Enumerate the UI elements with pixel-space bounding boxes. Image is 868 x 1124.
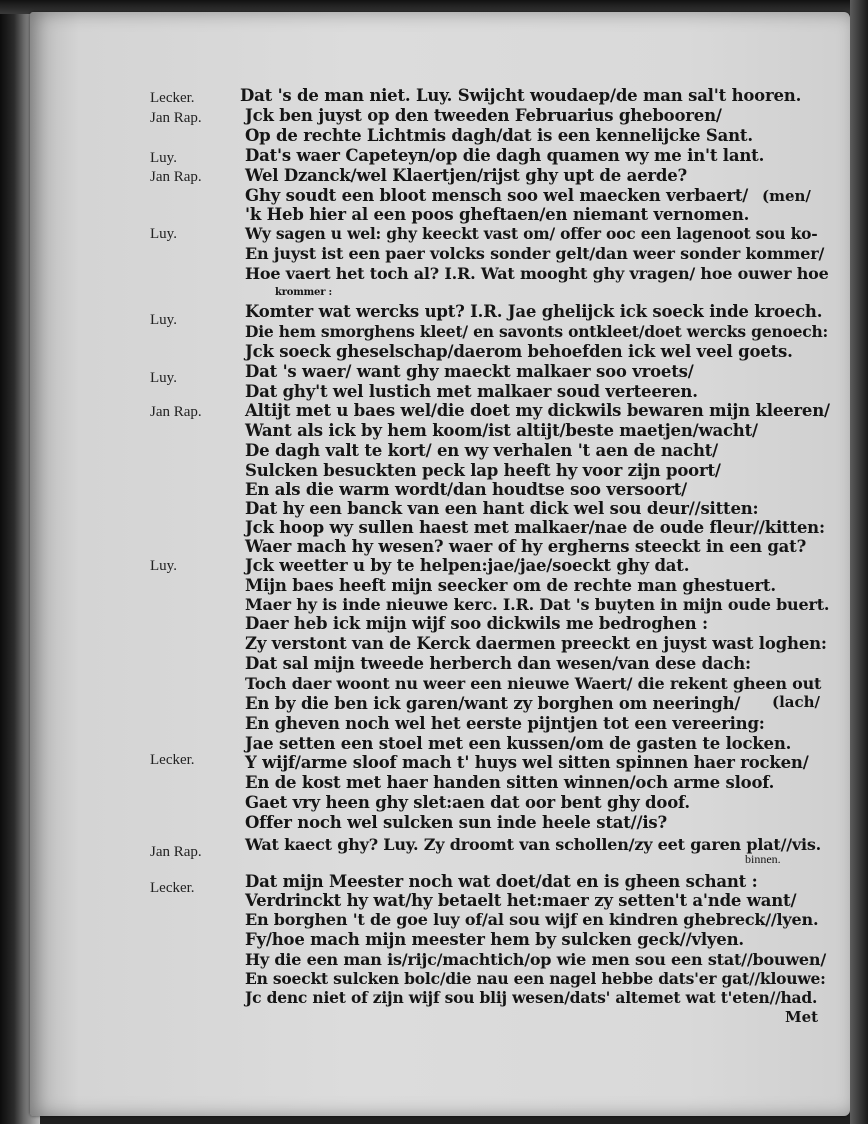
verse-line: De dagh valt te kort/ en wy verhalen 't aen de nacht/ [245, 441, 719, 460]
speaker-label: Luy. [150, 558, 177, 574]
speaker-label: Luy. [150, 312, 177, 328]
verse-line: Wat kaect ghy? Luy. Zy droomt van schollen/zy eet garen plat//vis. [245, 835, 822, 854]
verse-line: Dat sal mijn tweede herberch dan wesen/van dese dach: [245, 654, 751, 673]
verse-line: Y wijf/arme sloof mach t' huys wel sitten spinnen haer rocken/ [245, 753, 809, 772]
verse-line: Want als ick by hem koom/ist altijt/beste maetjen/wacht/ [245, 421, 758, 440]
verse-line: Op de rechte Lichtmis dagh/dat is een kennelijcke Sant. [245, 126, 753, 145]
speaker-label: Jan Rap. [150, 110, 202, 126]
verse-line: Dat ghy't wel lustich met malkaer soud verteeren. [245, 382, 698, 401]
speaker-label: Luy. [150, 226, 177, 242]
verse-line: Waer mach hy wesen? waer of hy ergherns steeckt in een gat? [245, 537, 807, 556]
verse-line: krommer : [275, 287, 333, 298]
verse-line: Dat hy een banck van een hant dick wel sou deur//sitten: [245, 499, 759, 518]
verse-line: En gheven noch wel het eerste pijntjen tot een vereering: [245, 714, 765, 733]
verse-line: Dat's waer Capeteyn/op die dagh quamen wy me in't lant. [245, 146, 765, 165]
verse-line: Daer heb ick mijn wijf soo dickwils me bedroghen : [245, 614, 708, 633]
verse-line: Maer hy is inde nieuwe kerc. I.R. Dat 's buyten in mijn oude buert. [245, 595, 830, 614]
verse-line: Hy die een man is/rijc/machtich/op wie men sou een stat//bouwen/ [245, 950, 826, 969]
verse-line: Jae setten een stoel met een kussen/om de gasten te locken. [245, 734, 792, 753]
verse-line: Mijn baes heeft mijn seecker om de rechte man ghestuert. [245, 576, 776, 595]
speaker-label: Lecker. [150, 880, 195, 896]
catchword: Met [785, 1008, 819, 1026]
turnover-note-binnen: binnen. [745, 852, 781, 866]
verse-line: Wel Dzanck/wel Klaertjen/rijst ghy upt de aerde? [245, 166, 687, 185]
verse-line: Toch daer woont nu weer een nieuwe Waert/ die rekent gheen out [245, 674, 822, 693]
verse-line: Jck hoop wy sullen haest met malkaer/nae de oude fleur//kitten: [245, 518, 825, 537]
speaker-label: Luy. [150, 370, 177, 386]
speaker-label: Lecker. [150, 90, 195, 106]
verse-line: Jck weetter u by te helpen:jae/jae/soeckt ghy dat. [245, 556, 690, 575]
verse-line: Komter wat wercks upt? I.R. Jae ghelijck ick soeck inde kroech. [245, 302, 823, 321]
verse-line: Zy verstont van de Kerck daermen preeckt en juyst wast loghen: [245, 634, 827, 653]
speaker-label: Luy. [150, 150, 177, 166]
verse-line: Jc denc niet of zijn wijf sou blij wesen/dats' altemet wat t'eten//had. [245, 988, 818, 1007]
verse-line: Die hem smorghens kleet/ en savonts ontkleet/doet wercks genoech: [245, 322, 829, 341]
verse-line: Gaet vry heen ghy slet:aen dat oor bent ghy doof. [245, 793, 690, 812]
verse-line: En borghen 't de goe luy of/al sou wijf en kindren ghebreck//lyen. [245, 910, 819, 929]
speaker-label: Jan Rap. [150, 844, 202, 860]
verse-line: En soeckt sulcken bolc/die nau een nagel hebbe dats'er gat//klouwe: [245, 969, 826, 988]
verse-line: Ghy soudt een bloot mensch soo wel maecken verbaert/ [245, 186, 749, 205]
verse-line: En by die ben ick garen/want zy borghen om neeringh/ [245, 694, 741, 713]
verse-line: Hoe vaert het toch al? I.R. Wat mooght ghy vragen/ hoe ouwer hoe [245, 264, 829, 283]
speaker-label: Jan Rap. [150, 169, 202, 185]
verse-line: Jck ben juyst op den tweeden Februarius ghebooren/ [245, 106, 722, 125]
verse-line: En als die warm wordt/dan houdtse soo versoort/ [245, 480, 687, 499]
verse-line: Verdrinckt hy wat/hy betaelt het:maer zy setten't a'nde want/ [245, 891, 797, 910]
verse-line: Dat 's de man niet. Luy. Swijcht woudaep/de man sal't hooren. [240, 86, 802, 105]
verse-line: Offer noch wel sulcken sun inde heele stat//is? [245, 813, 667, 832]
turnover-note-men: (men/ [762, 187, 811, 205]
verse-line: En de kost met haer handen sitten winnen/och arme sloof. [245, 773, 775, 792]
speaker-label: Jan Rap. [150, 404, 202, 420]
verse-line: Fy/hoe mach mijn meester hem by sulcken geck//vlyen. [245, 930, 744, 949]
verse-line: Sulcken besuckten peck lap heeft hy voor zijn poort/ [245, 461, 721, 480]
verse-line: Jck soeck gheselschap/daerom behoefden ick wel veel goets. [245, 342, 793, 361]
verse-line: Dat mijn Meester noch wat doet/dat en is gheen schant : [245, 872, 758, 891]
speaker-label: Lecker. [150, 752, 195, 768]
verse-line: Altijt met u baes wel/die doet my dickwils bewaren mijn kleeren/ [245, 401, 830, 420]
turnover-note-lach: (lach/ [772, 693, 821, 711]
verse-line: 'k Heb hier al een poos gheftaen/en niemant vernomen. [245, 205, 750, 224]
page-right-edge [850, 0, 868, 1124]
verse-line: En juyst ist een paer volcks sonder gelt/dan weer sonder kommer/ [245, 244, 825, 263]
verse-line: Dat 's waer/ want ghy maeckt malkaer soo vroets/ [245, 362, 694, 381]
verse-line: Wy sagen u wel: ghy keeckt vast om/ offer ooc een lagenoot sou ko- [245, 224, 818, 243]
